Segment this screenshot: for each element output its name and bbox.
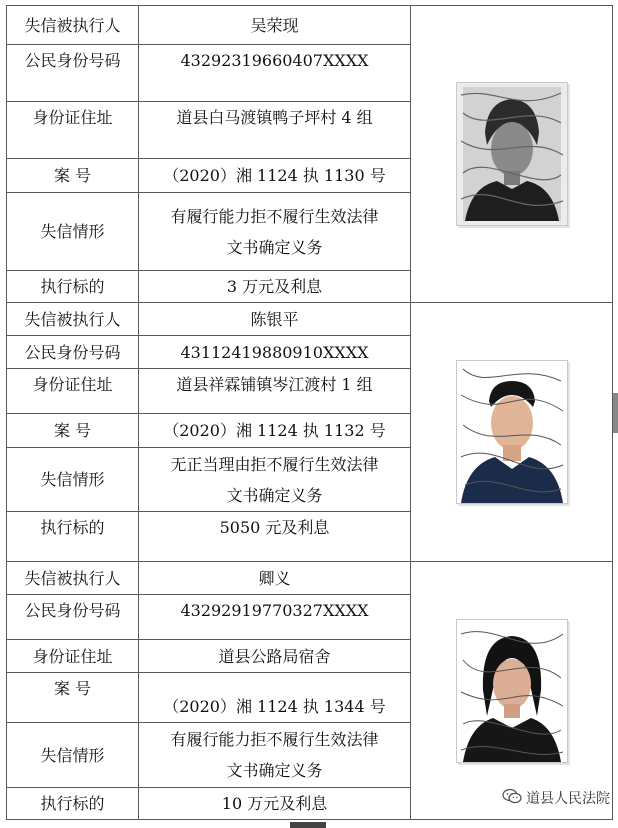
person-1-photo [456, 82, 568, 226]
situation-line-2: 文书确定义务 [226, 237, 323, 257]
person-1-name-row [7, 6, 613, 45]
label-case: 案 号 [7, 414, 139, 448]
person-target: 5050 元及利息 [139, 512, 411, 562]
person-situation [139, 723, 411, 788]
label-case: 案 号 [7, 159, 139, 193]
person-3-name-row [7, 562, 613, 595]
label-name: 失信被执行人 [7, 562, 139, 595]
label-address: 身份证住址 [7, 102, 139, 159]
person-address: 道县白马渡镇鸭子坪村 4 组 [139, 102, 411, 159]
label-name: 失信被执行人 [7, 6, 139, 45]
person-case-number: （2020）湘 1124 执 1344 号 [139, 673, 411, 723]
person-target: 10 万元及利息 [139, 788, 411, 820]
situation-line-2: 文书确定义务 [226, 485, 323, 505]
person-address: 道县公路局宿舍 [139, 640, 411, 673]
watermark-text: 道县人民法院 [526, 791, 610, 807]
person-case-number: （2020）湘 1124 执 1130 号 [139, 159, 411, 193]
account-watermark [502, 788, 610, 808]
situation-line-2: 文书确定义务 [226, 761, 323, 780]
situation-line-1: 有履行能力拒不履行生效法律 [170, 730, 379, 749]
label-id: 公民身份号码 [7, 595, 139, 640]
person-name: 陈银平 [139, 303, 411, 336]
person-id-number: 43292319660407XXXX [139, 45, 411, 102]
label-address: 身份证住址 [7, 369, 139, 414]
label-situation: 失信情形 [7, 193, 139, 271]
person-3-photo-cell [411, 562, 613, 820]
label-name: 失信被执行人 [7, 303, 139, 336]
person-case-number: （2020）湘 1124 执 1132 号 [139, 414, 411, 448]
person-2-photo [456, 360, 568, 504]
label-case: 案 号 [7, 673, 139, 723]
label-id: 公民身份号码 [7, 45, 139, 102]
label-target: 执行标的 [7, 271, 139, 303]
label-situation: 失信情形 [7, 723, 139, 788]
person-id-number: 43292919770327XXXX [139, 595, 411, 640]
label-target: 执行标的 [7, 512, 139, 562]
bottom-edge-marker [290, 822, 326, 828]
dishonest-persons-table [6, 5, 613, 820]
label-target: 执行标的 [7, 788, 139, 820]
situation-line-1: 无正当理由拒不履行生效法律 [170, 454, 379, 474]
person-situation [139, 448, 411, 512]
wechat-icon [502, 788, 522, 808]
label-situation: 失信情形 [7, 448, 139, 512]
person-id-number: 43112419880910XXXX [139, 336, 411, 369]
scroll-edge-marker [613, 393, 618, 433]
person-2-photo-cell [411, 303, 613, 562]
label-id: 公民身份号码 [7, 336, 139, 369]
situation-line-1: 有履行能力拒不履行生效法律 [170, 206, 379, 226]
person-name: 卿义 [139, 562, 411, 595]
person-3-photo [456, 619, 568, 763]
person-name: 吴荣现 [139, 6, 411, 45]
person-2-name-row [7, 303, 613, 336]
person-situation [139, 193, 411, 271]
label-address: 身份证住址 [7, 640, 139, 673]
person-target: 3 万元及利息 [139, 271, 411, 303]
person-address: 道县祥霖铺镇岑江渡村 1 组 [139, 369, 411, 414]
person-1-photo-cell [411, 6, 613, 303]
